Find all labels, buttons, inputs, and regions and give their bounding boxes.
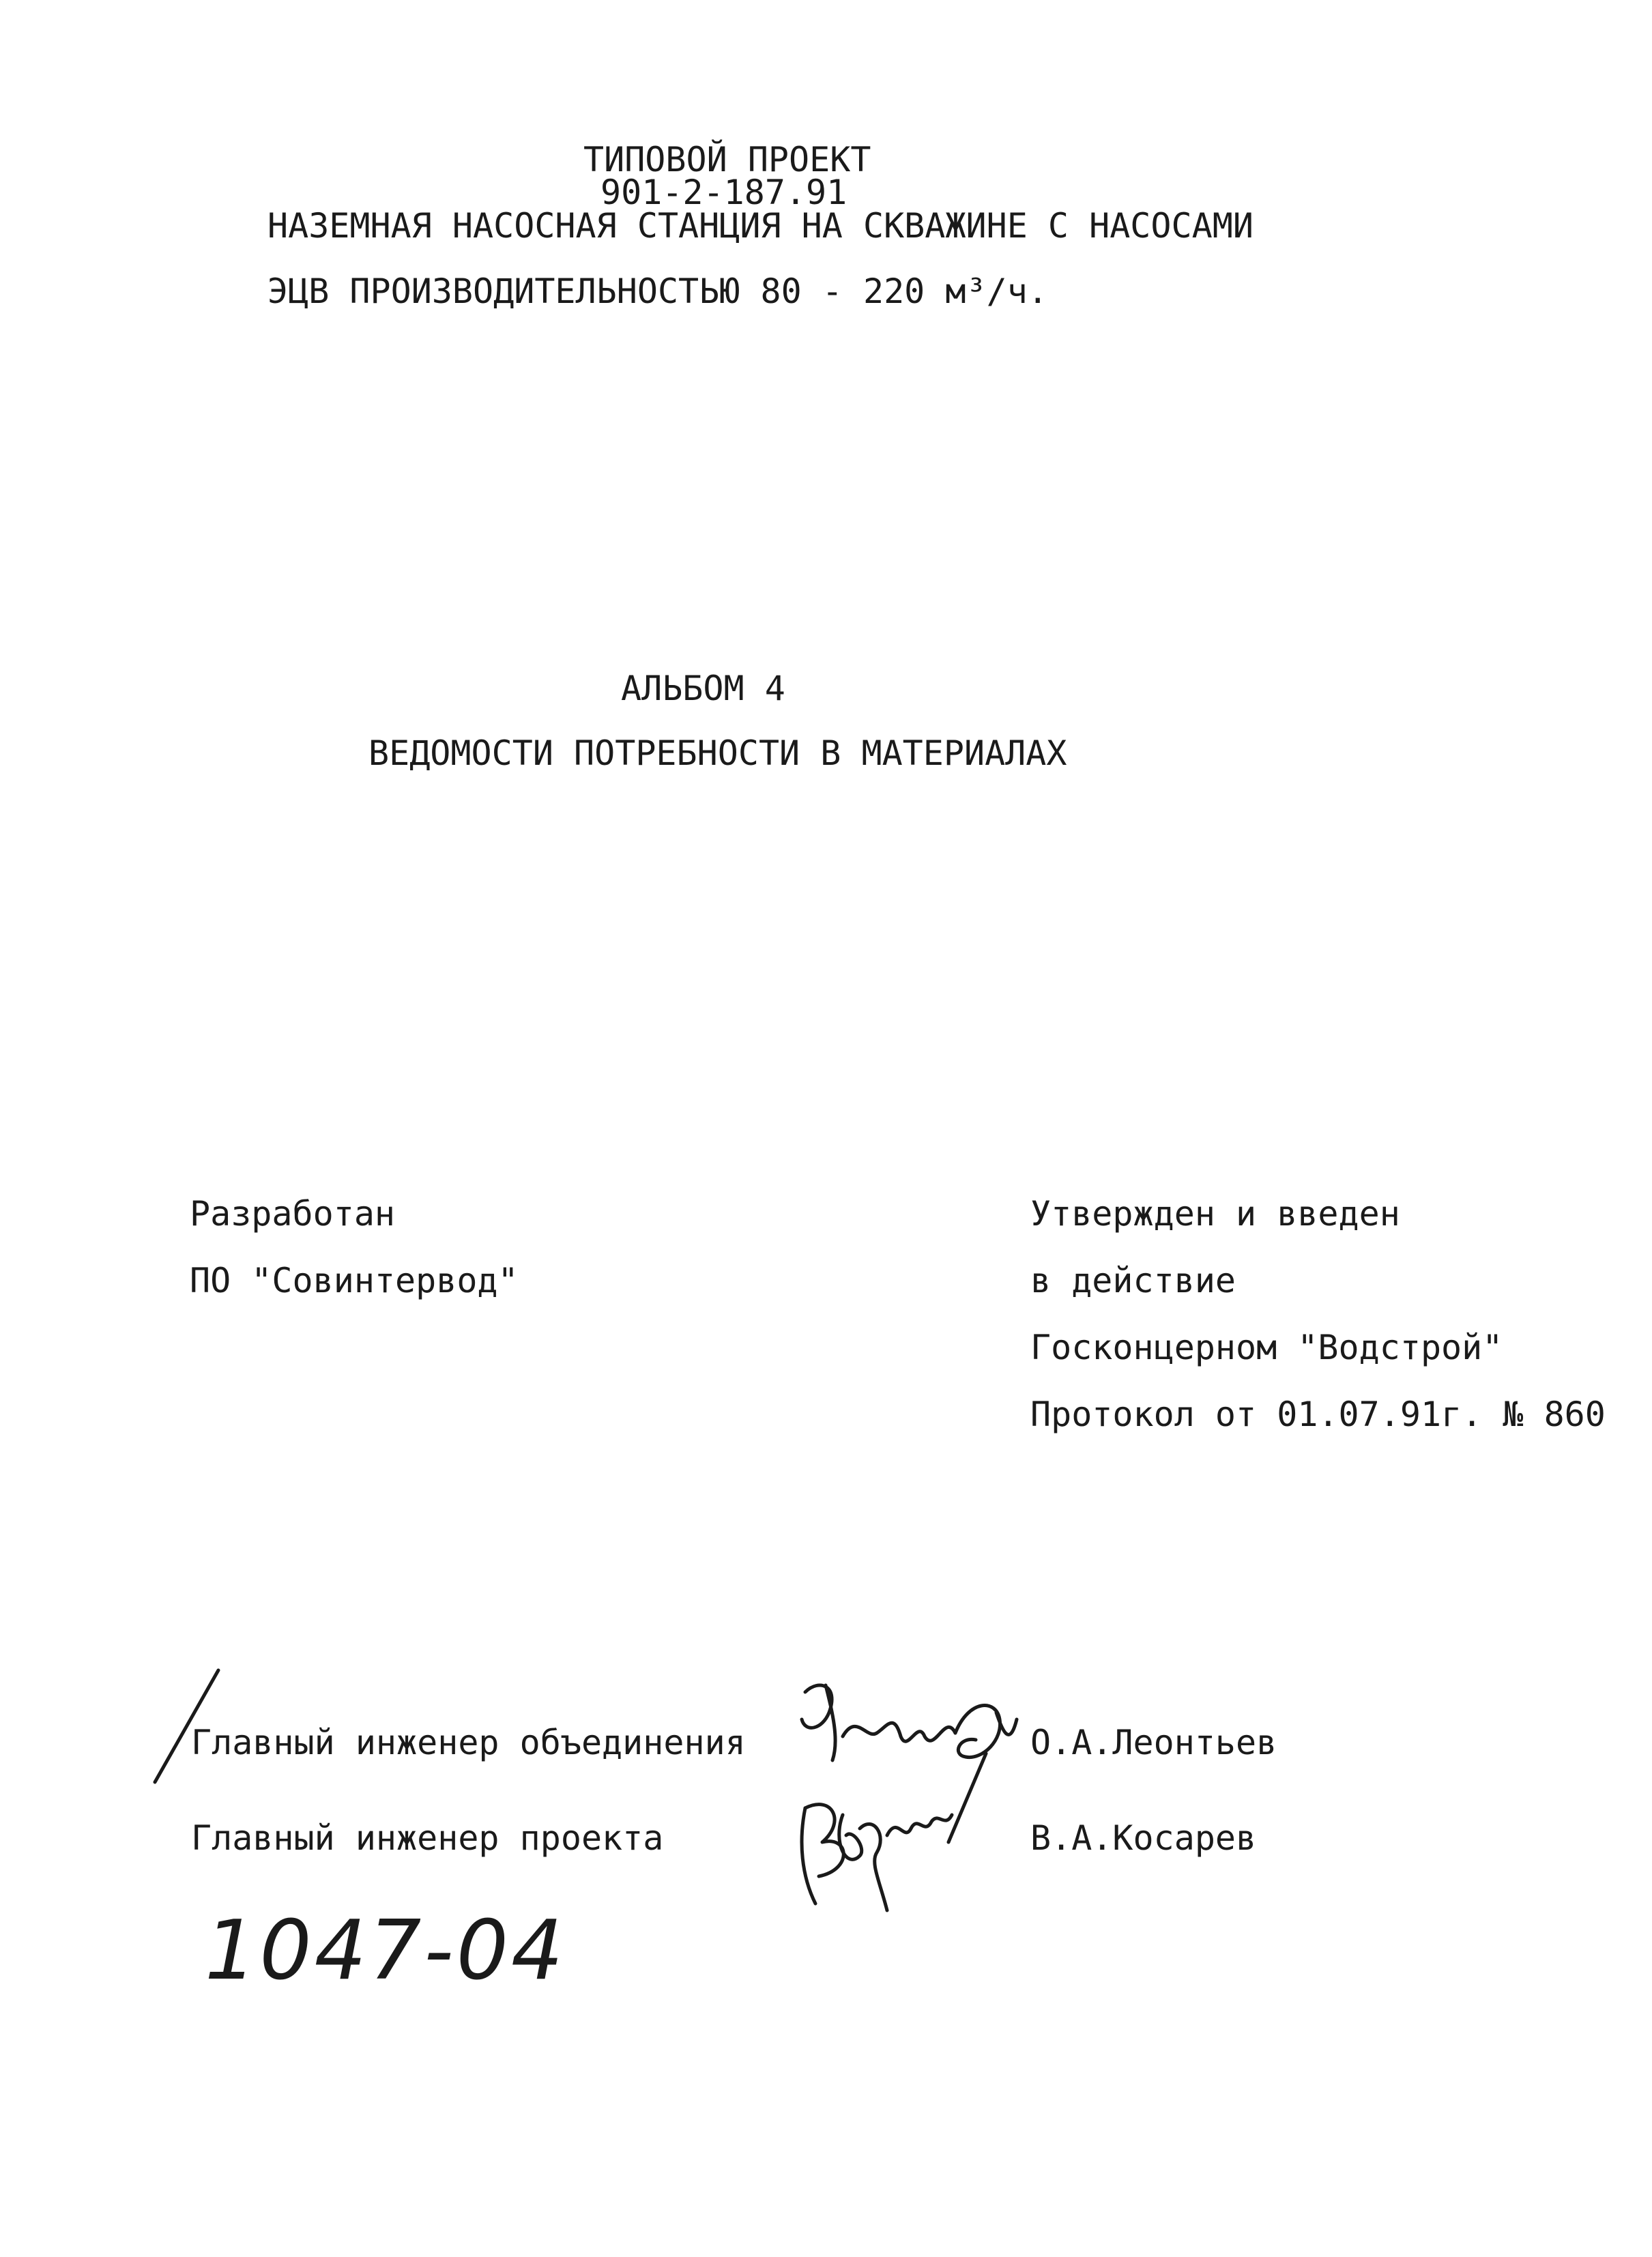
album-subtitle: ВЕДОМОСТИ ПОТРЕБНОСТИ В МАТЕРИАЛАХ: [368, 733, 1067, 773]
approval-line-approved: Утвержден и введен: [1030, 1194, 1400, 1234]
approval-line-protocol: Протокол от 01.07.91г. № 860: [1030, 1395, 1606, 1434]
signatory-role-2: Главный инженер проекта: [191, 1818, 664, 1858]
approval-line-in-effect: в действие: [1030, 1261, 1236, 1300]
signatory-role-1: Главный инженер объединения: [191, 1723, 746, 1762]
album-title: АЛЬБОМ 4: [621, 669, 785, 708]
header-line-project-number: 901-2-187.91: [600, 173, 847, 212]
header-line-capacity: ЭЦВ ПРОИЗВОДИТЕЛЬНОСТЬЮ 80 - 220 м³/ч.: [267, 272, 1048, 311]
signatory-name-2: В.А.Косарев: [1030, 1818, 1257, 1858]
approval-line-concern: Госконцерном "Водстрой": [1030, 1328, 1503, 1367]
developer-label: Разработан: [190, 1194, 396, 1234]
signature-2: [785, 1788, 962, 1924]
handwritten-document-number: 1047-04: [205, 1904, 566, 1998]
header-line-typical-project: ТИПОВОЙ ПРОЕКТ: [583, 140, 871, 179]
header-line-station-name: НАЗЕМНАЯ НАСОСНАЯ СТАНЦИЯ НА СКВАЖИНЕ С НАСОСАМИ: [267, 206, 1254, 246]
signatory-name-1: О.А.Леонтьев: [1030, 1723, 1277, 1762]
developer-organization: ПО "Совинтервод": [190, 1261, 519, 1300]
